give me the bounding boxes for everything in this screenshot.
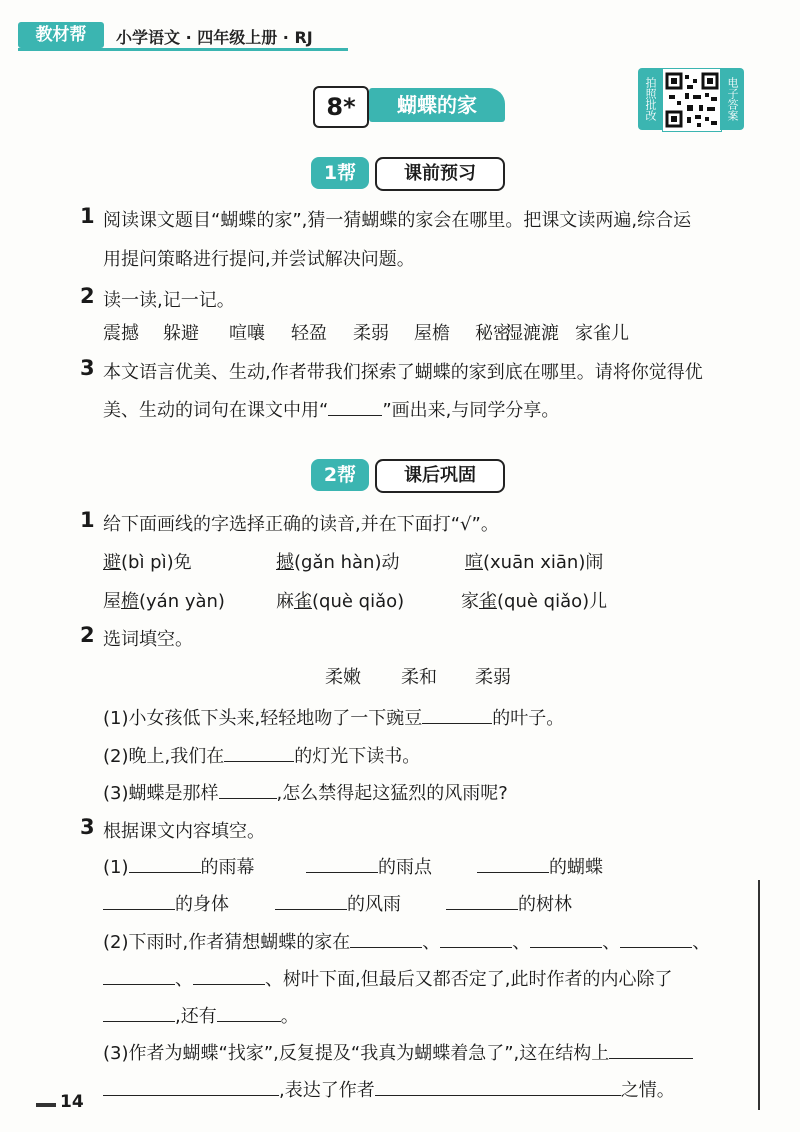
- question-text: 根据课文内容填空。: [103, 821, 265, 842]
- word-option: 柔弱: [475, 667, 511, 688]
- answer-blank[interactable]: [440, 927, 512, 948]
- question-text: 本文语言优美、生动,作者带我们探索了蝴蝶的家到底在哪里。请将你觉得优: [103, 362, 703, 383]
- text-part: ”画出来,与同学分享。: [382, 400, 560, 421]
- text-part: 的灯光下读书。: [294, 746, 421, 767]
- fill-sentence: [103, 927, 710, 954]
- section-header-review: [311, 459, 503, 493]
- vocab-word: 屋檐: [414, 323, 450, 344]
- answer-blank[interactable]: [350, 927, 422, 948]
- question-text: [103, 395, 559, 422]
- series-title: 小学语文 · 四年级上册 · RJ: [116, 28, 313, 47]
- text-part: 麻: [276, 591, 294, 612]
- question-number: 2: [80, 284, 95, 308]
- answer-blank[interactable]: [275, 889, 347, 910]
- word-option: 柔和: [401, 667, 437, 688]
- pinyin-choice[interactable]: [103, 587, 225, 613]
- answer-blank[interactable]: [375, 1075, 621, 1096]
- text-part: 闹: [585, 552, 604, 573]
- text-part: 屋: [103, 591, 121, 612]
- section-name: 课后巩固: [375, 459, 505, 493]
- pinyin-options: (yán yàn): [139, 591, 225, 612]
- underlined-char: 喧: [465, 552, 483, 573]
- question-text: 选词填空。: [103, 629, 193, 650]
- answer-blank[interactable]: [620, 927, 692, 948]
- answer-blank[interactable]: [422, 703, 492, 724]
- vocab-word: 躲避: [163, 323, 199, 344]
- brand-label: 教材帮: [18, 22, 104, 48]
- section-number: 1帮: [311, 157, 369, 189]
- question-number: 1: [80, 204, 95, 228]
- pinyin-choice[interactable]: [461, 587, 607, 613]
- header-rule: [18, 48, 348, 51]
- text-part: 免: [173, 552, 192, 573]
- text-part: (3)作者为蝴蝶“找家”,反复提及“我真为蝴蝶着急了”,这在结构上: [103, 1043, 610, 1064]
- underlined-char: 雀: [479, 591, 497, 612]
- text-part: (2)晚上,我们在: [103, 746, 225, 767]
- answer-blank[interactable]: [193, 964, 265, 985]
- answer-blank[interactable]: [328, 395, 382, 416]
- fill-sentence: [103, 852, 255, 879]
- question-number: 3: [80, 815, 95, 839]
- fill-sentence: [103, 889, 229, 916]
- text-part: (3)蝴蝶是那样: [103, 783, 219, 804]
- question-text: 给下面画线的字选择正确的读音,并在下面打“√”。: [103, 514, 499, 535]
- separator: 、: [602, 932, 621, 953]
- pinyin-choice[interactable]: [276, 548, 399, 574]
- margin-line: [758, 880, 760, 1110]
- text-part: 的叶子。: [492, 708, 565, 729]
- answer-blank[interactable]: [477, 852, 549, 873]
- text-part: 。: [280, 1006, 299, 1027]
- text-part: 的树林: [518, 894, 572, 915]
- text-part: 家: [461, 591, 479, 612]
- answer-blank[interactable]: [219, 778, 277, 799]
- text-part: 的雨幕: [200, 857, 255, 878]
- question-text: 读一读,记一记。: [103, 290, 235, 311]
- fill-sentence: [306, 852, 432, 879]
- underlined-char: 檐: [121, 591, 139, 612]
- pinyin-options: (què qiǎo): [497, 591, 590, 612]
- fill-sentence: [103, 964, 672, 991]
- text-part: 儿: [589, 591, 608, 612]
- pinyin-choice[interactable]: [276, 587, 404, 613]
- answer-blank[interactable]: [217, 1001, 281, 1022]
- text-part: 、树叶下面,但最后又都否定了,此时作者的内心除了: [265, 969, 673, 990]
- answer-blank[interactable]: [224, 741, 294, 762]
- qr-left-label: 拍照批改: [638, 68, 662, 130]
- answer-blank[interactable]: [103, 889, 175, 910]
- separator: 、: [512, 932, 531, 953]
- qr-right-label: 电子答案: [720, 68, 744, 130]
- fill-sentence: [103, 1075, 675, 1102]
- answer-blank[interactable]: [103, 1001, 175, 1022]
- page-number: 14: [60, 1092, 84, 1112]
- separator: 、: [692, 932, 711, 953]
- pinyin-options: (xuān xiān): [483, 552, 586, 573]
- text-part: 的身体: [175, 894, 229, 915]
- qr-code-icon[interactable]: [662, 68, 722, 132]
- vocab-word: 轻盈: [291, 323, 327, 344]
- question-text: 阅读课文题目“蝴蝶的家”,猜一猜蝴蝶的家会在哪里。把课文读两遍,综合运: [103, 210, 692, 231]
- pinyin-options: (bì pì): [121, 552, 174, 573]
- underlined-char: 撼: [276, 552, 294, 573]
- text-part: 之情。: [620, 1080, 675, 1101]
- text-part: ,怎么禁得起这猛烈的风雨呢?: [276, 783, 508, 804]
- text-part: 动: [381, 552, 400, 573]
- text-part: (2)下雨时,作者猜想蝴蝶的家在: [103, 932, 351, 953]
- word-option: 柔嫩: [325, 667, 361, 688]
- underlined-char: 避: [103, 552, 121, 573]
- fill-sentence: [446, 889, 572, 916]
- question-number: 1: [80, 508, 95, 532]
- section-number: 2帮: [311, 459, 369, 491]
- section-header-preview: [311, 157, 503, 191]
- answer-blank[interactable]: [609, 1038, 693, 1059]
- vocab-word: 喧嚷: [229, 323, 265, 344]
- fill-sentence: [103, 741, 420, 768]
- question-number: 2: [80, 623, 95, 647]
- pinyin-choice[interactable]: [465, 548, 603, 574]
- lesson-title: 蝴蝶的家: [369, 88, 505, 122]
- underlined-char: 雀: [294, 591, 312, 612]
- text-part: 的风雨: [347, 894, 401, 915]
- text-part: 的雨点: [378, 857, 432, 878]
- answer-blank[interactable]: [530, 927, 602, 948]
- separator: 、: [422, 932, 441, 953]
- separator: 、: [175, 969, 193, 990]
- text-part: ,还有: [175, 1006, 217, 1027]
- fill-sentence: [103, 778, 508, 805]
- answer-blank[interactable]: [103, 1075, 279, 1096]
- lesson-title-block: [313, 82, 503, 128]
- text-part: (1): [103, 857, 129, 878]
- text-part: 的蝴蝶: [549, 857, 603, 878]
- pinyin-choice[interactable]: [103, 548, 192, 574]
- text-part: (1)小女孩低下头来,轻轻地吻了一下豌豆: [103, 708, 423, 729]
- fill-sentence: [103, 1038, 693, 1065]
- answer-blank[interactable]: [306, 852, 378, 873]
- answer-blank[interactable]: [103, 964, 175, 985]
- fill-sentence: [103, 1001, 299, 1028]
- vocab-word: 家雀儿: [575, 323, 629, 344]
- pinyin-options: (què qiǎo): [312, 591, 405, 612]
- answer-blank[interactable]: [129, 852, 201, 873]
- text-part: 美、生动的词句在课文中用“: [103, 400, 329, 421]
- vocab-word: 秘密: [475, 323, 511, 344]
- section-name: 课前预习: [375, 157, 505, 191]
- vocab-word: 柔弱: [353, 323, 389, 344]
- answer-blank[interactable]: [446, 889, 518, 910]
- text-part: ,表达了作者: [279, 1080, 375, 1101]
- lesson-number: 8*: [313, 86, 369, 128]
- vocab-word: 湿漉漉: [505, 323, 559, 344]
- fill-sentence: [275, 889, 401, 916]
- page-marker-icon: [36, 1103, 56, 1107]
- question-text: 用提问策略进行提问,并尝试解决问题。: [103, 249, 415, 270]
- question-number: 3: [80, 356, 95, 380]
- fill-sentence: [103, 703, 564, 730]
- fill-sentence: [477, 852, 603, 879]
- vocab-word: 震撼: [103, 323, 139, 344]
- pinyin-options: (gǎn hàn): [294, 552, 382, 573]
